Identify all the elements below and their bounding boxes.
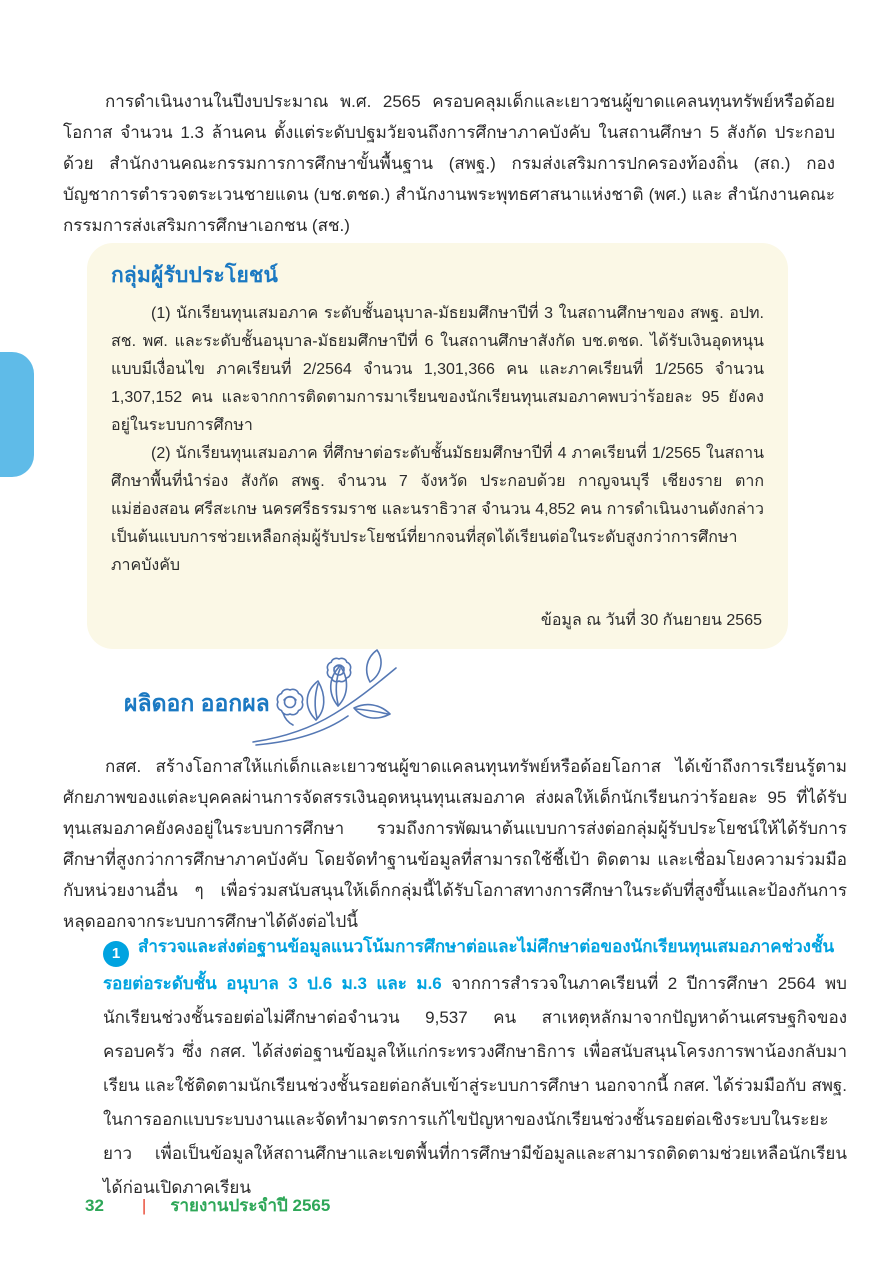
- item-1-highlight-text: สำรวจและส่งต่อฐานข้อมูลแนวโน้มการศึกษาต่อและไม่ศึกษาต่อของนักเรียนทุนเสมอภาคช่วงชั้นรอยต่อระดับชั้น อนุบาล 3 ป.6 ม.3 และ ม.6: [103, 937, 835, 993]
- data-as-of-date: ข้อมูล ณ วันที่ 30 กันยายน 2565: [540, 612, 762, 629]
- item-1-number-badge: 1: [103, 941, 129, 967]
- results-section-title: ผลิดอก ออกผล: [124, 690, 270, 716]
- beneficiary-box: [87, 243, 788, 649]
- item-1-body-text: จากการสำรวจในภาคเรียนที่ 2 ปีการศึกษา 2564 พบนักเรียนช่วงชั้นรอยต่อไม่ศึกษาต่อจำนวน 9,537 คน สาเหตุหลักมาจากปัญหาด้านเศรษฐกิจของครอบครัว ซึ่ง กสศ. ได้ส่งต่อฐานข้อมูลให้แก่กระทรวงศึกษาธิการ เพื่อสนับสนุนโครงการพาน้องกลับมาเรียน และใช้ติดตามนักเรียนช่วงชั้นรอยต่อกลับเข้าสู่ระบบการศึกษา นอกจากนี้ กสศ. ได้ร่วมมือกับ สพฐ. ในการออกแบบระบบงานและจัดทำมาตรการแก้ไขปัญหาของนักเรียนช่วงชั้นรอยต่อเชิงระบบในระยะยาว เพื่อเป็นข้อมูลให้สถานศึกษาและเขตพื้นที่การศึกษามีข้อมูลและสามารถติดตามช่วยเหลือนักเรียนได้ก่อนเปิดภาคเรียน: [103, 974, 847, 1197]
- report-title: รายงานประจำปี 2565: [170, 1196, 331, 1215]
- beneficiary-box-title: กลุ่มผู้รับประโยชน์: [111, 264, 279, 287]
- chapter-side-tab: [0, 352, 34, 477]
- footer-divider: |: [141, 1195, 147, 1215]
- flower-branch-icon: [250, 646, 402, 748]
- results-intro-paragraph: กสศ. สร้างโอกาสให้แก่เด็กและเยาวชนผู้ขาดแคลนทุนทรัพย์หรือด้อยโอกาส ได้เข้าถึงการเรียนรู้ตามศักยภาพของแต่ละบุคคลผ่านการจัดสรรเงินอุดหนุนทุนเสมอภาค ส่งผลให้เด็กนักเรียนกว่าร้อยละ 95 ที่ได้รับทุนเสมอภาคยังคงอยู่ในระบบการศึกษา รวมถึงการพัฒนาต้นแบบการส่งต่อกลุ่มผู้รับประโยชน์ให้ได้รับการศึกษาที่สูงกว่าการศึกษาภาคบังคับ โดยจัดทำฐานข้อมูลที่สามารถใช้ชี้เป้า ติดตาม และเชื่อมโยงความร่วมมือกับหน่วยงานอื่น ๆ เพื่อร่วมสนับสนุนให้เด็กกลุ่มนี้ได้รับโอกาสทางการศึกษาในระดับที่สูงขึ้นและป้องกันการหลุดออกจากระบบการศึกษาได้ดังต่อไปนี้: [63, 757, 847, 931]
- results-item-1: [103, 930, 847, 1205]
- page-number: 32: [85, 1195, 104, 1215]
- beneficiary-item-1: (1) นักเรียนทุนเสมอภาค ระดับชั้นอนุบาล-มัธยมศึกษาปีที่ 3 ในสถานศึกษาของ สพฐ. อปท. สช. พศ. และระดับชั้นอนุบาล-มัธยมศึกษาปีที่ 6 ในสถานศึกษาสังกัด บช.ตชด. ได้รับเงินอุดหนุนแบบมีเงื่อนไข ภาคเรียนที่ 2/2564 จำนวน 1,301,366 คน และภาคเรียนที่ 1/2565 จำนวน 1,307,152 คน และจากการติดตามการมาเรียนของนักเรียนทุนเสมอภาคพบว่าร้อยละ 95 ยังคงอยู่ในระบบการศึกษา: [111, 305, 764, 434]
- beneficiary-item-2: (2) นักเรียนทุนเสมอภาค ที่ศึกษาต่อระดับชั้นมัธยมศึกษาปีที่ 4 ภาคเรียนที่ 1/2565 ในสถานศึกษาพื้นที่นำร่อง สังกัด สพฐ. จำนวน 7 จังหวัด ประกอบด้วย กาญจนบุรี เชียงราย ตาก แม่ฮ่องสอน ศรีสะเกษ นครศรีธรรมราช และนราธิวาส จำนวน 4,852 คน การดำเนินงานดังกล่าวเป็นต้นแบบการช่วยเหลือกลุ่มผู้รับประโยชน์ที่ยากจนที่สุดได้เรียนต่อในระดับสูงกว่าการศึกษาภาคบังคับ: [111, 445, 764, 574]
- intro-paragraph: การดำเนินงานในปีงบประมาณ พ.ศ. 2565 ครอบคลุมเด็กและเยาวชนผู้ขาดแคลนทุนทรัพย์หรือด้อยโอกาส จำนวน 1.3 ล้านคน ตั้งแต่ระดับปฐมวัยจนถึงการศึกษาภาคบังคับ ในสถานศึกษา 5 สังกัด ประกอบด้วย สำนักงานคณะกรรมการการศึกษาขั้นพื้นฐาน (สพฐ.) กรมส่งเสริมการปกครองท้องถิ่น (สถ.) กองบัญชาการตำรวจตระเวนชายแดน (บช.ตชด.) สำนักงานพระพุทธศาสนาแห่งชาติ (พศ.) และ สำนักงานคณะกรรมการส่งเสริมการศึกษาเอกชน (สช.): [63, 92, 835, 235]
- page-footer: [85, 1192, 330, 1219]
